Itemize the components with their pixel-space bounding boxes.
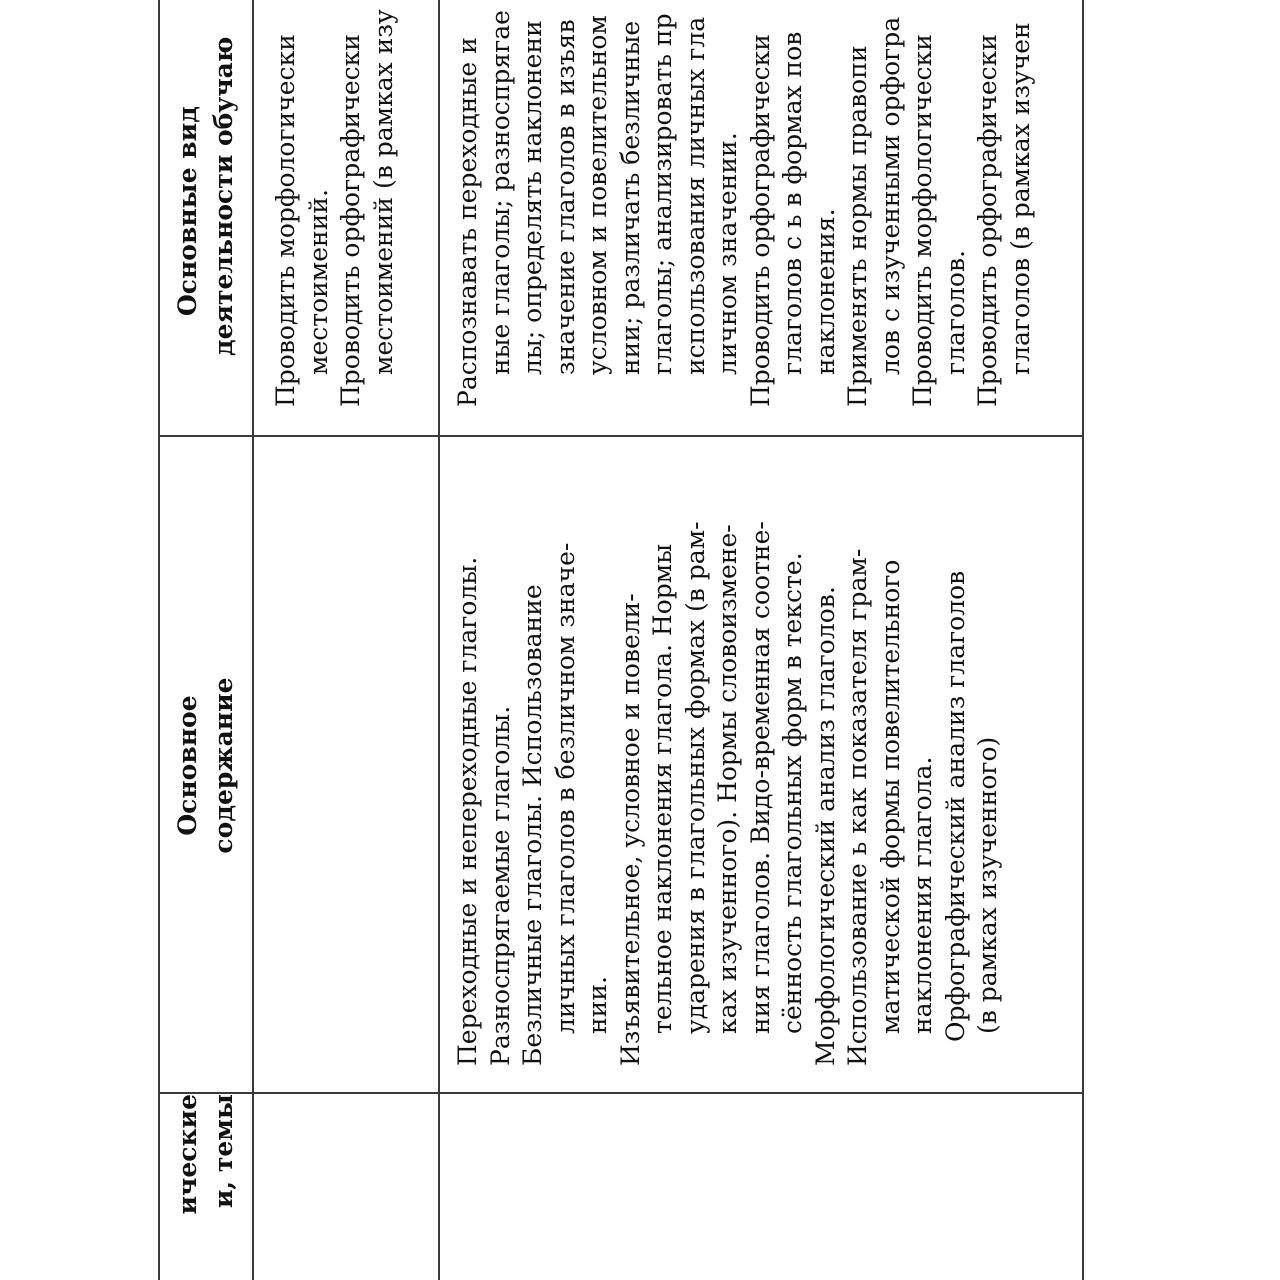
table-column-separator-1 (158, 1092, 1084, 1094)
text-line: Морфологический анализ глаголов. (810, 586, 840, 1066)
text-line: Переходные и непереходные глаголы. (453, 556, 482, 1066)
header-line: ические (173, 1094, 202, 1215)
text-line: Безличные глаголы. Использование (518, 584, 547, 1066)
text-line: Орфографический анализ глаголов (940, 570, 970, 1042)
table-border-top (158, 0, 160, 1280)
text-line: значение глаголов в изъяв (550, 19, 580, 375)
text-line: Применять нормы правопи (843, 45, 872, 407)
text-line: Проводить морфологически (908, 34, 937, 407)
text-line: личном значении. (713, 132, 742, 375)
text-line: ные глаголы; разноспрягае (485, 10, 515, 375)
text-line: лов с изученными орфогра (875, 16, 905, 375)
text-line: Использование ь как показателя грам- (843, 548, 872, 1066)
text-line: глаголы; анализировать пр (648, 13, 677, 375)
header-section-themes (170, 1094, 242, 1280)
text-line: глаголов. (940, 250, 970, 375)
text-line: наклонения глагола. (908, 756, 937, 1034)
text-line: условном и повелительном (583, 15, 612, 375)
text-line: Проводить морфологически (271, 34, 300, 407)
text-line: ния глаголов. Видо-временная соотне- (745, 521, 775, 1034)
text-line: тельное наклонения глагола. Нормы (648, 543, 677, 1034)
text-line: наклонения. (810, 208, 840, 375)
text-line: Изъявительное, условное и повели- (615, 593, 645, 1066)
text-line: лы; определять наклонени (518, 20, 547, 375)
text-line: Проводить орфографически (745, 34, 775, 407)
row-verbs-content (452, 466, 1005, 1066)
header-line: содержание (209, 677, 238, 854)
text-line: нии. (583, 976, 612, 1034)
text-line: сённость глагольных форм в тексте. (778, 552, 807, 1034)
table-row-separator (438, 0, 440, 1280)
text-line: Распознавать переходные и (453, 37, 482, 407)
text-line: ударения в глагольных формах (в рам- (680, 521, 710, 1034)
header-activities (170, 0, 242, 437)
header-line: Основные вид (173, 106, 202, 316)
text-line: нии; различать безличные (615, 20, 645, 375)
text-line: Разноспрягаемые глаголы. (485, 705, 515, 1066)
text-line: Проводить орфографически (336, 34, 365, 407)
text-line: матической формы повелительного (875, 559, 905, 1034)
table-column-separator-2 (158, 435, 1084, 437)
text-line: использования личных гла (680, 16, 710, 375)
row-prev-activities (270, 9, 400, 407)
text-line: местоимений. (303, 189, 333, 375)
text-line: глаголов (в рамках изучен (1005, 22, 1035, 375)
header-line: и, темы (209, 1094, 238, 1209)
text-line: ках изученного). Нормы словоизмене- (713, 524, 742, 1034)
header-line: деятельности обучаю (209, 36, 238, 356)
row-verbs-activities (452, 10, 1037, 407)
text-line: местоимений (в рамках изу (368, 9, 398, 375)
text-line: глаголов с ь в формах пов (778, 31, 807, 375)
text-line: личных глаголов в безличном значе- (550, 542, 580, 1034)
table-border-bottom (1082, 0, 1084, 1280)
header-main-content (170, 437, 242, 1094)
table-header-separator (252, 0, 254, 1280)
header-line: Основное (173, 695, 202, 836)
text-line: (в рамках изученного) (973, 736, 1002, 1034)
text-line: Проводить орфографически (973, 34, 1002, 407)
